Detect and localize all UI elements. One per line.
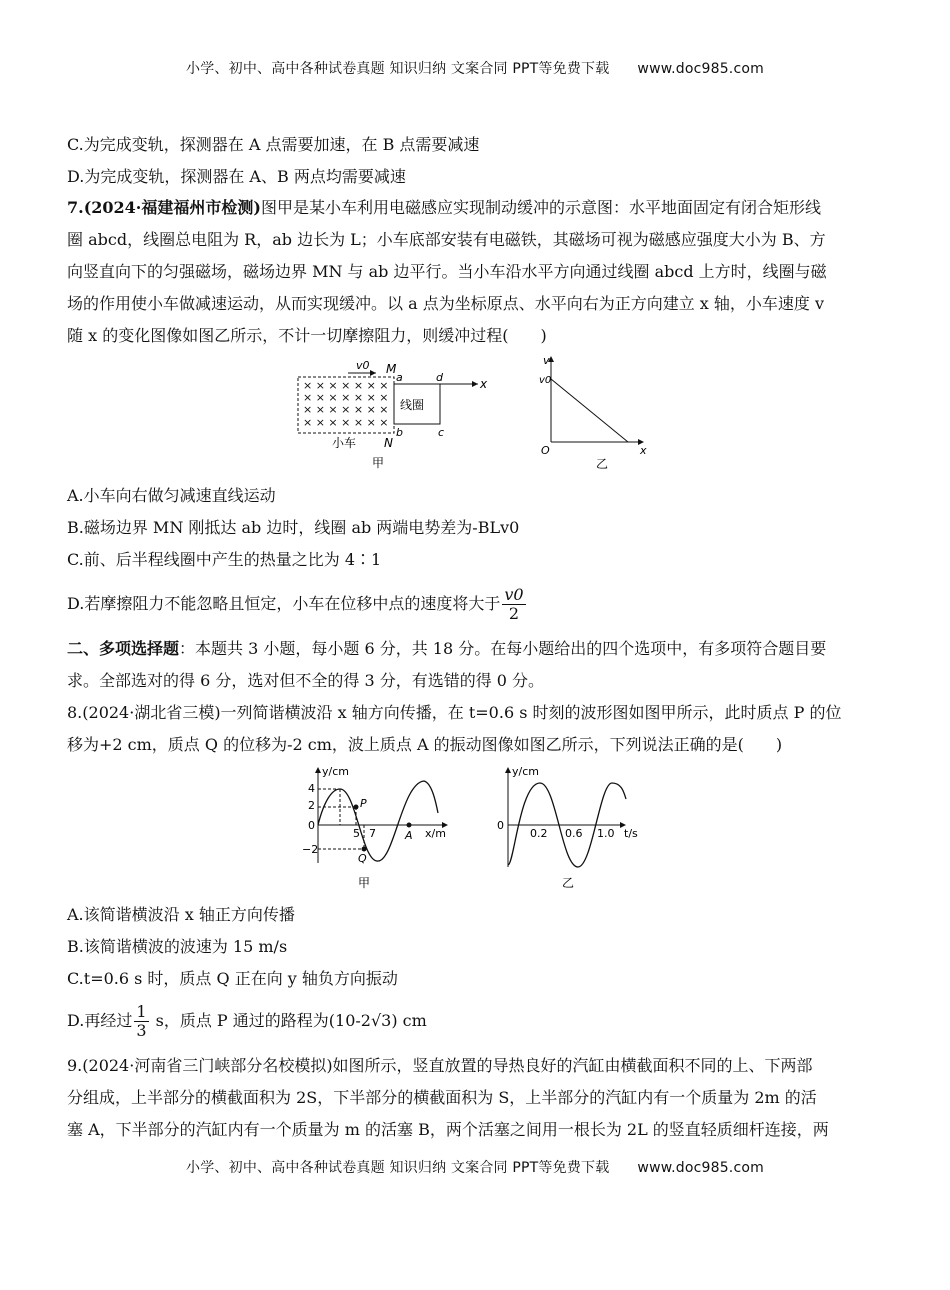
- q8-option-b: B.该简谐横波的波速为 15 m/s: [67, 937, 288, 956]
- label-q: Q: [358, 852, 367, 865]
- q8-option-c: C.t=0.6 s 时，质点 Q 正在向 y 轴负方向振动: [67, 969, 398, 988]
- tick-1-0: 1.0: [597, 827, 615, 840]
- fraction-denominator: 3: [136, 1021, 147, 1040]
- q7-figure-yi: [530, 350, 660, 475]
- x-label: t/s: [624, 827, 638, 840]
- tick-0: 0: [497, 819, 504, 832]
- point-q: [362, 847, 367, 852]
- figure-caption: 甲: [358, 876, 371, 890]
- q6-option-d: D.为完成变轨，探测器在 A、B 两点均需要减速: [67, 167, 406, 186]
- v-label: v: [543, 354, 550, 367]
- point-p: [354, 805, 359, 810]
- q7-option-d: [67, 584, 887, 624]
- y-axis-arrow: [315, 767, 321, 773]
- q8-option-d-suffix: s，质点 P 通过的路程为(10-2√3) cm: [150, 1011, 427, 1030]
- q7-stem-line3: 向竖直向下的匀强磁场，磁场边界 MN 与 ab 边平行。当小车沿水平方向通过线圈 abcd 上方时，线圈与磁: [67, 262, 827, 281]
- q8-stem-line1: 8.(2024·湖北省三模)一列简谐横波沿 x 轴方向传播，在 t=0.6 s 时刻的波形图如图甲所示，此时质点 P 的位: [67, 703, 842, 722]
- q8-option-d-prefix: D.再经过: [67, 1011, 133, 1030]
- page-footer: [0, 1157, 950, 1177]
- v0-label: v0: [356, 359, 370, 372]
- q7-stem-line1: [67, 196, 887, 220]
- y-label: y/cm: [512, 765, 539, 778]
- q9-stem-line1: 9.(2024·河南省三门峡部分名校模拟)如图所示，竖直放置的导热良好的汽缸由横截面积不同的上、下两部: [67, 1056, 813, 1075]
- section2-text: ：本题共 3 小题，每小题 6 分，共 18 分。在每小题给出的四个选项中，有多项符合题目要: [179, 639, 827, 658]
- q7-figure-jia: [290, 355, 500, 475]
- q7-option-a: A.小车向右做匀减速直线运动: [67, 486, 276, 505]
- q8-figure-yi: [492, 763, 652, 895]
- q7-stem-line4: 场的作用使小车做减速运动，从而实现缓冲。以 a 点为坐标原点、水平向右为正方向建立 x 轴，小车速度 v: [67, 294, 825, 313]
- v-x-line: [551, 379, 628, 442]
- point-a: [407, 823, 412, 828]
- figure-caption: 乙: [562, 876, 575, 890]
- q8-stem-line2: 移为+2 cm，质点 Q 的位移为-2 cm，波上质点 A 的振动图像如图乙所示，下列说法正确的是( ): [67, 735, 783, 754]
- header-text: 小学、初中、高中各种试卷真题 知识归纳 文案合同 PPT等免费下载: [186, 61, 610, 77]
- tick-0: 0: [308, 819, 315, 832]
- x-label: x: [480, 377, 488, 391]
- tick-2: 2: [308, 799, 315, 812]
- label-p: P: [360, 797, 367, 810]
- m-label: M: [386, 362, 397, 376]
- x-label: x/m: [425, 827, 446, 840]
- section2-line2: 求。全部选对的得 6 分，选对但不全的得 3 分，有选错的得 0 分。: [67, 671, 545, 690]
- fraction-denominator: 2: [508, 604, 520, 623]
- y-label: y/cm: [322, 765, 349, 778]
- field-crosses: [303, 379, 389, 429]
- figure-caption: 乙: [596, 457, 609, 471]
- q7-stem-line5: 随 x 的变化图像如图乙所示，不计一切摩擦阻力，则缓冲过程( ): [67, 326, 547, 345]
- q7-source: 7.(2024·福建福州市检测): [67, 198, 261, 217]
- y-axis-arrow: [505, 767, 511, 773]
- tick-4: 4: [308, 782, 315, 795]
- q7-stem-text: 图甲是某小车利用电磁感应实现制动缓冲的示意图：水平地面固定有闭合矩形线: [260, 198, 821, 217]
- x-label: x: [640, 444, 647, 457]
- svg-text:× × × × × × ×: × × × × × × ×: [303, 403, 389, 416]
- header-url[interactable]: www.doc985.com: [637, 61, 764, 77]
- q7-option-b: B.磁场边界 MN 刚抵达 ab 边时，线圈 ab 两端电势差为-BLv0: [67, 518, 520, 537]
- v0-tick: v0: [539, 375, 552, 386]
- footer-url[interactable]: www.doc985.com: [637, 1160, 764, 1176]
- fraction-numerator: v0: [504, 585, 524, 604]
- section2-title: 二、多项选择题: [67, 639, 180, 658]
- n-label: N: [384, 436, 393, 450]
- origin-label: O: [541, 444, 550, 457]
- svg-text:× × × × × × ×: × × × × × × ×: [303, 416, 389, 429]
- label-a: A: [405, 829, 413, 842]
- svg-text:× × × × × × ×: × × × × × × ×: [303, 379, 389, 392]
- x-axis-arrow: [472, 381, 478, 387]
- fraction-v0-over-2: [502, 586, 525, 623]
- q9-stem-line2: 分组成，上半部分的横截面积为 2S，下半部分的横截面积为 S，上半部分的汽缸内有一个质量为 2m 的活: [67, 1088, 817, 1107]
- point-a-label: a: [396, 371, 403, 384]
- velocity-arrow-head: [370, 370, 376, 376]
- q6-option-c: C.为完成变轨，探测器在 A 点需要加速，在 B 点需要减速: [67, 135, 480, 154]
- fraction-numerator: 1: [136, 1002, 147, 1021]
- q9-stem-line3: 塞 A，下半部分的汽缸内有一个质量为 m 的活塞 B，两个活塞之间用一根长为 2L 的竖直轻质细杆连接，两: [67, 1120, 829, 1139]
- page-header: [0, 58, 950, 78]
- coil-label: 线圈: [400, 398, 425, 412]
- tick-0-2: 0.2: [530, 827, 548, 840]
- q7-stem-line2: 圈 abcd，线圈总电阻为 R，ab 边长为 L；小车底部安装有电磁铁，其磁场可视为磁感应强度大小为 B、方: [67, 230, 826, 249]
- q8-option-d: [67, 1002, 887, 1040]
- point-c-label: c: [438, 426, 445, 439]
- q7-option-c: C.前、后半程线圈中产生的热量之比为 4∶1: [67, 550, 382, 569]
- figure-caption: 甲: [372, 456, 385, 470]
- q8-figure-jia: [298, 763, 460, 895]
- section2-line1: [67, 637, 887, 661]
- tick-0-6: 0.6: [565, 827, 583, 840]
- car-label: 小车: [332, 436, 357, 450]
- point-b-label: b: [396, 426, 403, 439]
- q7-option-d-text: D.若摩擦阻力不能忽略且恒定，小车在位移中点的速度将大于: [67, 594, 501, 613]
- svg-text:× × × × × × ×: × × × × × × ×: [303, 391, 389, 404]
- tick-7: 7: [369, 827, 376, 840]
- tick-minus2: −2: [302, 843, 319, 856]
- q8-option-a: A.该简谐横波沿 x 轴正方向传播: [67, 905, 295, 924]
- fraction-1-over-3: [134, 1003, 148, 1040]
- tick-5: 5: [353, 827, 360, 840]
- footer-text: 小学、初中、高中各种试卷真题 知识归纳 文案合同 PPT等免费下载: [186, 1160, 610, 1176]
- point-d-label: d: [436, 371, 443, 384]
